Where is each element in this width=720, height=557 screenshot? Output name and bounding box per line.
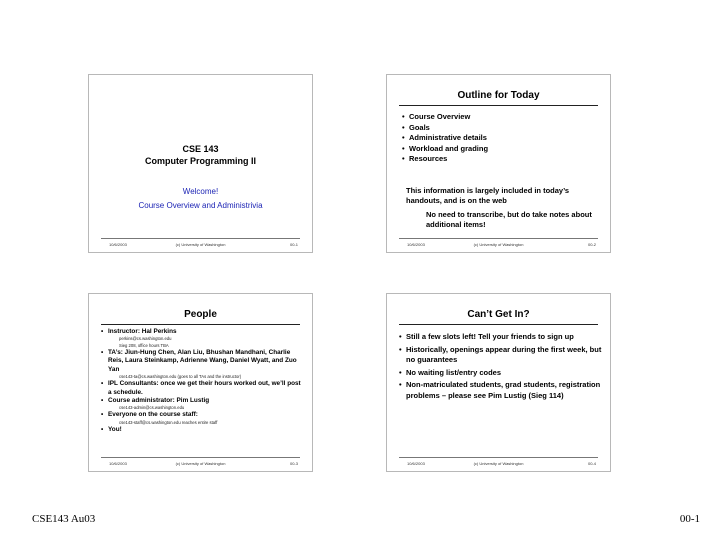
handout-note: This information is largely included in today’s handouts, and is on the web (406, 186, 570, 205)
slide-3 (88, 293, 313, 472)
enrollment-list (399, 332, 604, 403)
course-number: CSE 143 (182, 144, 219, 154)
item-text: TA’s: Jiun-Hung Chen, Alan Liu, Bhushan Mandhani, Charlie Reis, Laura Steinkamp, Adrienne Wang, Daniel Wyatt, and Zuo Yan (108, 349, 297, 373)
slide-3-title: People (184, 309, 217, 320)
slide-4 (386, 293, 611, 472)
footer-copyright: (c) University of Washington (473, 461, 524, 466)
slide-1-welcome (89, 185, 312, 213)
slide-footer (89, 242, 312, 248)
item-text: Course administrator: Pim Lustig (108, 396, 210, 404)
list-item: • Course Overview (402, 112, 488, 123)
list-item: • Non-matriculated students, grad students, registration problems – please see Pim Lustig (Sieg 114) (399, 380, 604, 401)
slide-2 (386, 74, 611, 253)
welcome-text: Welcome! (182, 187, 219, 196)
footer-date: 10/6/2003 (109, 242, 127, 247)
page-footer-number: 00-1 (679, 513, 700, 525)
sub-item: cse143-admin@cs.washington.edu (119, 404, 185, 410)
slide-footer (387, 242, 610, 248)
list-item (101, 426, 306, 434)
slide-footer (89, 461, 312, 467)
sub-item: Sieg 208, office hours TBA (119, 342, 169, 348)
footer-rule (101, 457, 300, 458)
item-text: Instructor: Hal Perkins (108, 328, 177, 335)
slide-4-title: Can’t Get In? (467, 309, 530, 320)
handout-subnote: No need to transcribe, but do take notes about additional items! (426, 210, 592, 229)
list-item (101, 328, 306, 336)
slide-2-title: Outline for Today (457, 90, 540, 101)
list-item: • Resources (402, 154, 488, 165)
title-rule (101, 324, 300, 325)
sub-item: cse143-ta@cs.washington.edu (goes to all TAs and the instructor) (119, 373, 242, 379)
footer-date: 10/6/2003 (109, 461, 127, 466)
item-text: Everyone on the course staff: (108, 411, 198, 419)
list-item: • Administrative details (402, 133, 488, 144)
people-list (101, 328, 306, 434)
title-rule (399, 324, 598, 325)
list-item (101, 380, 306, 396)
outline-list (402, 112, 488, 165)
list-item (101, 411, 306, 419)
footer-page: 00-3 (289, 461, 298, 466)
list-item: • Still a few slots left! Tell your friends to sign up (399, 332, 604, 343)
sub-item: perkins@cs.washington.edu (119, 336, 172, 342)
list-item: • Workload and grading (402, 144, 488, 155)
item-text: IPL Consultants: once we get their hours worked out, we’ll post a schedule. (108, 380, 301, 396)
list-item (101, 397, 306, 405)
footer-page: 00-4 (587, 461, 596, 466)
subtitle-text: Course Overview and Administrivia (138, 201, 263, 210)
footer-copyright: (c) University of Washington (175, 242, 226, 247)
title-rule (399, 105, 598, 106)
page-footer-course: CSE143 Au03 (32, 513, 96, 525)
item-text: You! (108, 426, 122, 434)
footer-rule (399, 457, 598, 458)
course-name: Computer Programming II (144, 156, 256, 166)
footer-page: 00-2 (587, 242, 596, 247)
footer-date: 10/6/2003 (407, 242, 425, 247)
footer-rule (101, 238, 300, 239)
list-item (101, 349, 306, 374)
list-item: • Historically, openings appear during the first week, but no guarantees (399, 345, 604, 366)
sub-item: cse143-staff@cs.washington.edu reaches entire staff (119, 419, 218, 425)
footer-date: 10/6/2003 (407, 461, 425, 466)
slide-1 (88, 74, 313, 253)
footer-copyright: (c) University of Washington (473, 242, 524, 247)
list-item: • Goals (402, 123, 488, 134)
list-item: • No waiting list/entry codes (399, 368, 604, 379)
footer-copyright: (c) University of Washington (175, 461, 226, 466)
slide-1-title (89, 143, 312, 167)
footer-rule (399, 238, 598, 239)
slide-footer (387, 461, 610, 467)
footer-page: 00-1 (289, 242, 298, 247)
